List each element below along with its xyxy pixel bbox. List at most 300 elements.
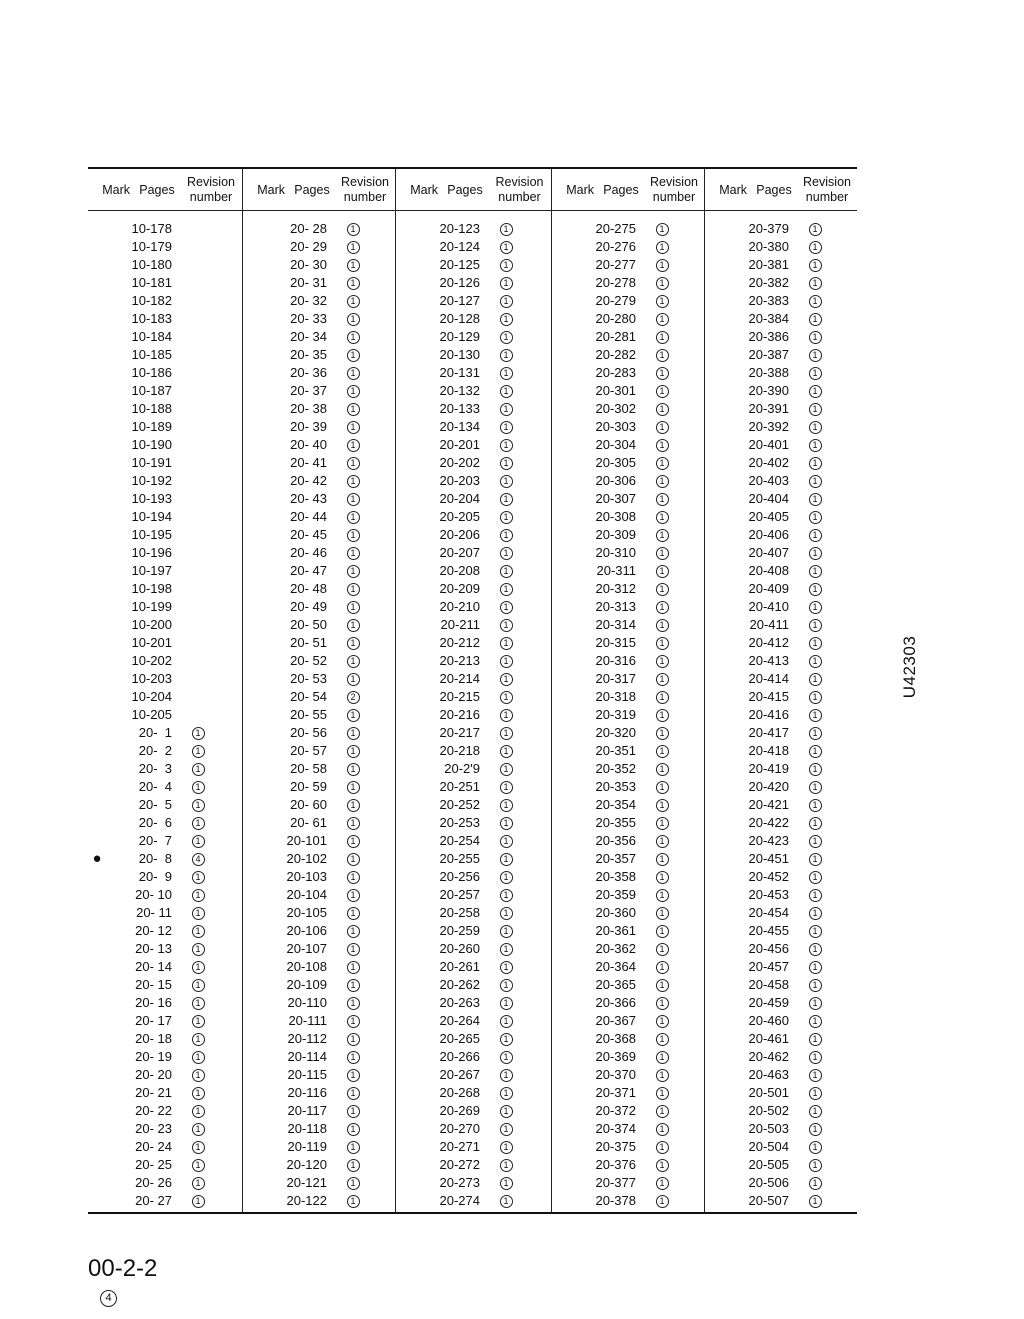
revision-cell bbox=[333, 904, 373, 922]
page-cell: 20-211 bbox=[440, 617, 480, 632]
page-cell: 20-120 bbox=[286, 1157, 327, 1172]
page-cell: 10-200 bbox=[131, 617, 172, 632]
revision-circle: 1 bbox=[809, 799, 822, 812]
revision-circle: 1 bbox=[500, 241, 513, 254]
revision-circle: 1 bbox=[656, 871, 669, 884]
table-row bbox=[396, 580, 551, 598]
revision-cell bbox=[642, 274, 682, 292]
page-cell: 20- 21 bbox=[135, 1085, 172, 1100]
revision-cell bbox=[642, 940, 682, 958]
header-revision: Revision bbox=[495, 175, 544, 189]
table-row bbox=[552, 724, 704, 742]
revision-cell bbox=[178, 940, 218, 958]
page-cell: 20- 35 bbox=[290, 347, 327, 362]
revision-cell bbox=[333, 742, 373, 760]
revision-circle: 1 bbox=[347, 943, 360, 956]
revision-cell bbox=[642, 1102, 682, 1120]
table-row bbox=[88, 850, 242, 868]
revision-cell bbox=[333, 274, 373, 292]
page-cell: 10-202 bbox=[131, 653, 172, 668]
column-header bbox=[243, 169, 395, 211]
revision-cell bbox=[795, 490, 835, 508]
table-row bbox=[552, 562, 704, 580]
revision-cell bbox=[333, 1102, 373, 1120]
table-row bbox=[243, 490, 395, 508]
table-row bbox=[243, 400, 395, 418]
revision-circle: 1 bbox=[192, 907, 205, 920]
revision-cell bbox=[178, 1102, 218, 1120]
revision-cell bbox=[642, 1084, 682, 1102]
table-row bbox=[552, 760, 704, 778]
table-row bbox=[705, 904, 857, 922]
revision-cell bbox=[333, 346, 373, 364]
table-row bbox=[243, 706, 395, 724]
table-row bbox=[88, 976, 242, 994]
page-cell: 10-187 bbox=[131, 383, 172, 398]
page-cell: 20-416 bbox=[748, 707, 789, 722]
page-cell: 20-251 bbox=[439, 779, 480, 794]
table-row bbox=[705, 418, 857, 436]
revision-circle: 1 bbox=[656, 943, 669, 956]
table-row bbox=[88, 346, 242, 364]
table-row bbox=[88, 832, 242, 850]
revision-circle: 1 bbox=[347, 1159, 360, 1172]
table-row bbox=[396, 562, 551, 580]
table-row bbox=[243, 220, 395, 238]
revision-cell bbox=[642, 328, 682, 346]
page-cell: 20-423 bbox=[748, 833, 789, 848]
table-row bbox=[552, 544, 704, 562]
table-row bbox=[243, 940, 395, 958]
page-cell: 20- 43 bbox=[290, 491, 327, 506]
revision-circle: 1 bbox=[656, 475, 669, 488]
page-cell: 20-209 bbox=[439, 581, 480, 596]
revision-cell bbox=[642, 544, 682, 562]
revision-cell bbox=[486, 544, 526, 562]
revision-cell bbox=[486, 472, 526, 490]
table-row bbox=[552, 1066, 704, 1084]
revision-cell bbox=[178, 1156, 218, 1174]
page-cell: 20-122 bbox=[286, 1193, 327, 1208]
table-row bbox=[705, 724, 857, 742]
page-cell: 20-108 bbox=[286, 959, 327, 974]
table-row bbox=[705, 436, 857, 454]
page-cell: 20-208 bbox=[439, 563, 480, 578]
table-row bbox=[552, 670, 704, 688]
page-cell: 20-360 bbox=[595, 905, 636, 920]
revision-circle: 1 bbox=[809, 817, 822, 830]
page-cell: 10-193 bbox=[131, 491, 172, 506]
revision-cell bbox=[178, 994, 218, 1012]
revision-cell bbox=[642, 562, 682, 580]
page-cell: 20-109 bbox=[286, 977, 327, 992]
page-cell: 20-407 bbox=[748, 545, 789, 560]
revision-cell bbox=[642, 526, 682, 544]
revision-circle: 1 bbox=[656, 619, 669, 632]
revision-circle: 1 bbox=[192, 961, 205, 974]
revision-cell bbox=[333, 796, 373, 814]
page-cell: 20-105 bbox=[286, 905, 327, 920]
page-cell: 20- 52 bbox=[290, 653, 327, 668]
revision-cell bbox=[642, 814, 682, 832]
page-cell: 20-359 bbox=[595, 887, 636, 902]
table-row bbox=[88, 238, 242, 256]
revision-circle: 1 bbox=[347, 763, 360, 776]
table-row bbox=[243, 616, 395, 634]
table-row bbox=[88, 1030, 242, 1048]
table-row bbox=[705, 1174, 857, 1192]
revision-circle: 1 bbox=[809, 223, 822, 236]
revision-circle: 1 bbox=[656, 817, 669, 830]
revision-circle: 1 bbox=[500, 727, 513, 740]
table-row bbox=[552, 1120, 704, 1138]
page-cell: 20- 6 bbox=[138, 815, 172, 830]
revision-cell bbox=[795, 634, 835, 652]
revision-cell bbox=[795, 1120, 835, 1138]
page-cell: 20-254 bbox=[439, 833, 480, 848]
revision-circle: 1 bbox=[809, 1159, 822, 1172]
revision-circle: 1 bbox=[656, 385, 669, 398]
revision-circle: 1 bbox=[192, 799, 205, 812]
revision-cell bbox=[178, 742, 218, 760]
revision-circle: 1 bbox=[347, 403, 360, 416]
table-row bbox=[396, 940, 551, 958]
revision-circle: 1 bbox=[500, 997, 513, 1010]
table-row bbox=[243, 256, 395, 274]
revision-cell bbox=[178, 904, 218, 922]
table-row bbox=[243, 1120, 395, 1138]
table-row bbox=[243, 508, 395, 526]
revision-circle: 1 bbox=[809, 871, 822, 884]
page-cell: 20-111 bbox=[288, 1013, 327, 1028]
table-row bbox=[243, 526, 395, 544]
revision-cell bbox=[486, 220, 526, 238]
table-row bbox=[552, 490, 704, 508]
table-row bbox=[88, 760, 242, 778]
table-row bbox=[705, 274, 857, 292]
table-row bbox=[396, 976, 551, 994]
revision-cell bbox=[795, 382, 835, 400]
revision-cell bbox=[642, 1048, 682, 1066]
revision-cell bbox=[333, 418, 373, 436]
page-cell: 20-303 bbox=[595, 419, 636, 434]
revision-circle: 1 bbox=[500, 277, 513, 290]
revision-cell bbox=[178, 1120, 218, 1138]
table-row bbox=[396, 472, 551, 490]
page-cell: 20- 15 bbox=[135, 977, 172, 992]
revision-cell bbox=[333, 1030, 373, 1048]
table-row bbox=[705, 778, 857, 796]
revision-circle: 1 bbox=[656, 1069, 669, 1082]
header-pages: Pages bbox=[756, 182, 792, 197]
revision-circle: 1 bbox=[192, 1015, 205, 1028]
revision-circle: 1 bbox=[500, 1015, 513, 1028]
page-cell: 20-315 bbox=[595, 635, 636, 650]
page-cell: 20-201 bbox=[439, 437, 480, 452]
revision-cell bbox=[795, 580, 835, 598]
revision-circle: 1 bbox=[347, 313, 360, 326]
revision-cell bbox=[178, 868, 218, 886]
table-row bbox=[396, 1012, 551, 1030]
revision-circle: 1 bbox=[500, 295, 513, 308]
revision-cell bbox=[642, 310, 682, 328]
table-row bbox=[705, 382, 857, 400]
header-mark: Mark bbox=[719, 182, 747, 197]
table-row bbox=[396, 238, 551, 256]
page-cell: 20-275 bbox=[595, 221, 636, 236]
table-row bbox=[88, 328, 242, 346]
table-row bbox=[705, 742, 857, 760]
revision-circle: 1 bbox=[347, 835, 360, 848]
revision-cell bbox=[333, 868, 373, 886]
revision-cell bbox=[178, 724, 218, 742]
revision-cell bbox=[333, 580, 373, 598]
table-row bbox=[552, 1174, 704, 1192]
revision-cell bbox=[795, 1192, 835, 1210]
revision-cell bbox=[486, 922, 526, 940]
page-cell: 20- 55 bbox=[290, 707, 327, 722]
column-rows bbox=[552, 211, 704, 1212]
table-row bbox=[88, 940, 242, 958]
page-cell: 20-388 bbox=[748, 365, 789, 380]
table-row bbox=[552, 436, 704, 454]
revision-cell bbox=[642, 508, 682, 526]
page-cell: 20-271 bbox=[439, 1139, 480, 1154]
revision-cell bbox=[333, 1174, 373, 1192]
table-row bbox=[88, 886, 242, 904]
page-cell: 20-461 bbox=[748, 1031, 789, 1046]
table-row bbox=[243, 652, 395, 670]
table-row bbox=[396, 382, 551, 400]
page-cell: 20-457 bbox=[748, 959, 789, 974]
page-cell: 20-361 bbox=[595, 923, 636, 938]
revision-circle: 1 bbox=[192, 1195, 205, 1208]
table-row bbox=[88, 598, 242, 616]
table-row bbox=[396, 1084, 551, 1102]
column-header bbox=[552, 169, 704, 211]
page-cell: 20-459 bbox=[748, 995, 789, 1010]
page-cell: 10-205 bbox=[131, 707, 172, 722]
table-row bbox=[88, 778, 242, 796]
revision-cell bbox=[642, 1156, 682, 1174]
page-cell: 20-118 bbox=[287, 1121, 327, 1136]
table-row bbox=[88, 562, 242, 580]
page-cell: 20- 54 bbox=[290, 689, 327, 704]
page-cell: 20-381 bbox=[748, 257, 789, 272]
revision-circle: 1 bbox=[656, 691, 669, 704]
page-cell: 20-119 bbox=[287, 1139, 327, 1154]
revision-circle: 1 bbox=[809, 637, 822, 650]
revision-circle: 1 bbox=[192, 763, 205, 776]
revision-cell bbox=[333, 544, 373, 562]
revision-cell bbox=[642, 652, 682, 670]
revision-cell bbox=[486, 1066, 526, 1084]
page-cell: 20-126 bbox=[439, 275, 480, 290]
page-cell: 20-366 bbox=[595, 995, 636, 1010]
revision-cell bbox=[333, 562, 373, 580]
revision-circle: 1 bbox=[347, 1087, 360, 1100]
revision-circle: 1 bbox=[809, 601, 822, 614]
revision-circle: 1 bbox=[192, 817, 205, 830]
page-cell: 20- 56 bbox=[290, 725, 327, 740]
revision-cell bbox=[333, 760, 373, 778]
page-cell: 20-410 bbox=[748, 599, 789, 614]
revision-cell bbox=[795, 472, 835, 490]
table-row bbox=[552, 346, 704, 364]
column-header bbox=[88, 169, 242, 211]
header-pages: Pages bbox=[294, 182, 330, 197]
page-cell: 20- 19 bbox=[135, 1049, 172, 1064]
revision-cell bbox=[333, 1048, 373, 1066]
table-row bbox=[88, 1012, 242, 1030]
revision-circle: 1 bbox=[809, 709, 822, 722]
page-cell: 20-505 bbox=[748, 1157, 789, 1172]
revision-circle: 1 bbox=[192, 781, 205, 794]
revision-cell bbox=[486, 1156, 526, 1174]
header-mark: Mark bbox=[566, 182, 594, 197]
page-cell: 20-368 bbox=[595, 1031, 636, 1046]
page-cell: 20-382 bbox=[748, 275, 789, 290]
page-number: 00-2-2 bbox=[88, 1255, 158, 1282]
table-row bbox=[243, 1066, 395, 1084]
page-cell: 20-386 bbox=[748, 329, 789, 344]
revision-cell bbox=[333, 220, 373, 238]
column-rows bbox=[396, 211, 551, 1212]
revision-cell bbox=[642, 832, 682, 850]
revision-cell bbox=[642, 1174, 682, 1192]
revision-circle: 1 bbox=[809, 727, 822, 740]
revision-circle: 1 bbox=[809, 385, 822, 398]
page-cell: 20-266 bbox=[439, 1049, 480, 1064]
header-pages: Pages bbox=[139, 182, 175, 197]
table-row bbox=[552, 220, 704, 238]
page-cell: 20-128 bbox=[439, 311, 480, 326]
header-revision-number bbox=[335, 174, 395, 205]
revision-cell bbox=[333, 238, 373, 256]
table-row bbox=[88, 436, 242, 454]
page-cell: 20-258 bbox=[439, 905, 480, 920]
table-row bbox=[552, 922, 704, 940]
revision-cell bbox=[795, 688, 835, 706]
revision-cell bbox=[795, 1138, 835, 1156]
page-cell: 20-370 bbox=[595, 1067, 636, 1082]
revision-circle: 1 bbox=[500, 655, 513, 668]
table-row bbox=[705, 400, 857, 418]
table-row bbox=[243, 1102, 395, 1120]
page-cell: 20- 2 bbox=[138, 743, 172, 758]
revision-circle: 1 bbox=[500, 961, 513, 974]
revision-circle: 1 bbox=[192, 1123, 205, 1136]
side-code bbox=[898, 632, 922, 702]
table-row bbox=[552, 598, 704, 616]
page-cell: 20-117 bbox=[287, 1103, 327, 1118]
page-cell: 20-454 bbox=[748, 905, 789, 920]
revision-cell bbox=[795, 832, 835, 850]
table-row bbox=[396, 634, 551, 652]
page-cell: 10-181 bbox=[131, 275, 172, 290]
page-cell: 20-216 bbox=[439, 707, 480, 722]
page-cell: 20-417 bbox=[748, 725, 789, 740]
header-number: number bbox=[189, 190, 233, 204]
page-cell: 20- 31 bbox=[290, 275, 327, 290]
page-cell: 20- 45 bbox=[290, 527, 327, 542]
table-row bbox=[396, 1030, 551, 1048]
page-cell: 20- 49 bbox=[290, 599, 327, 614]
revision-cell bbox=[795, 904, 835, 922]
page-cell: 20- 16 bbox=[135, 995, 172, 1010]
page-cell: 20- 5 bbox=[138, 797, 172, 812]
header-number: number bbox=[805, 190, 849, 204]
page-cell: 20-372 bbox=[595, 1103, 636, 1118]
page-cell: 10-183 bbox=[131, 311, 172, 326]
revision-cell bbox=[333, 310, 373, 328]
revision-cell bbox=[333, 616, 373, 634]
page-cell: 20-458 bbox=[748, 977, 789, 992]
page-cell: 10-185 bbox=[131, 347, 172, 362]
page-cell: 20-313 bbox=[595, 599, 636, 614]
revision-circle: 1 bbox=[656, 1141, 669, 1154]
revision-circle: 1 bbox=[347, 1033, 360, 1046]
table-row bbox=[243, 904, 395, 922]
revision-cell bbox=[486, 1012, 526, 1030]
page-cell: 20- 14 bbox=[135, 959, 172, 974]
table-row bbox=[88, 922, 242, 940]
revision-circle: 1 bbox=[656, 277, 669, 290]
page-cell: 20-205 bbox=[439, 509, 480, 524]
table-row bbox=[396, 688, 551, 706]
page-cell: 10-191 bbox=[131, 455, 172, 470]
table-row bbox=[243, 724, 395, 742]
page-cell: 20-362 bbox=[595, 941, 636, 956]
revision-cell bbox=[333, 328, 373, 346]
header-revision: Revision bbox=[650, 175, 698, 189]
table-row bbox=[396, 310, 551, 328]
table-row bbox=[88, 1156, 242, 1174]
revision-circle: 1 bbox=[809, 1087, 822, 1100]
table-row bbox=[705, 940, 857, 958]
page-cell: 20- 23 bbox=[135, 1121, 172, 1136]
revision-circle: 1 bbox=[347, 475, 360, 488]
table-row bbox=[396, 1138, 551, 1156]
table-row bbox=[88, 1102, 242, 1120]
table-row bbox=[705, 1156, 857, 1174]
revision-circle: 1 bbox=[500, 565, 513, 578]
table-row bbox=[552, 328, 704, 346]
revision-circle: 1 bbox=[809, 241, 822, 254]
revision-circle: 1 bbox=[347, 529, 360, 542]
page-cell: 20-272 bbox=[439, 1157, 480, 1172]
page-cell: 20-264 bbox=[439, 1013, 480, 1028]
page-cell: 20- 1 bbox=[138, 725, 172, 740]
revision-circle: 1 bbox=[809, 835, 822, 848]
page-cell: 20- 17 bbox=[135, 1013, 172, 1028]
page-cell: 20-503 bbox=[748, 1121, 789, 1136]
table-row bbox=[705, 346, 857, 364]
page-cell: 20-318 bbox=[595, 689, 636, 704]
table-row bbox=[88, 526, 242, 544]
revision-cell bbox=[486, 778, 526, 796]
page-cell: 20-103 bbox=[286, 869, 327, 884]
revision-cell bbox=[795, 1066, 835, 1084]
table-row bbox=[396, 328, 551, 346]
page-cell: 20- 51 bbox=[290, 635, 327, 650]
page-cell: 20-414 bbox=[748, 671, 789, 686]
revision-circle: 1 bbox=[809, 907, 822, 920]
revision-cell bbox=[795, 346, 835, 364]
table-row bbox=[705, 1102, 857, 1120]
revision-circle: 1 bbox=[347, 799, 360, 812]
revision-cell bbox=[486, 706, 526, 724]
